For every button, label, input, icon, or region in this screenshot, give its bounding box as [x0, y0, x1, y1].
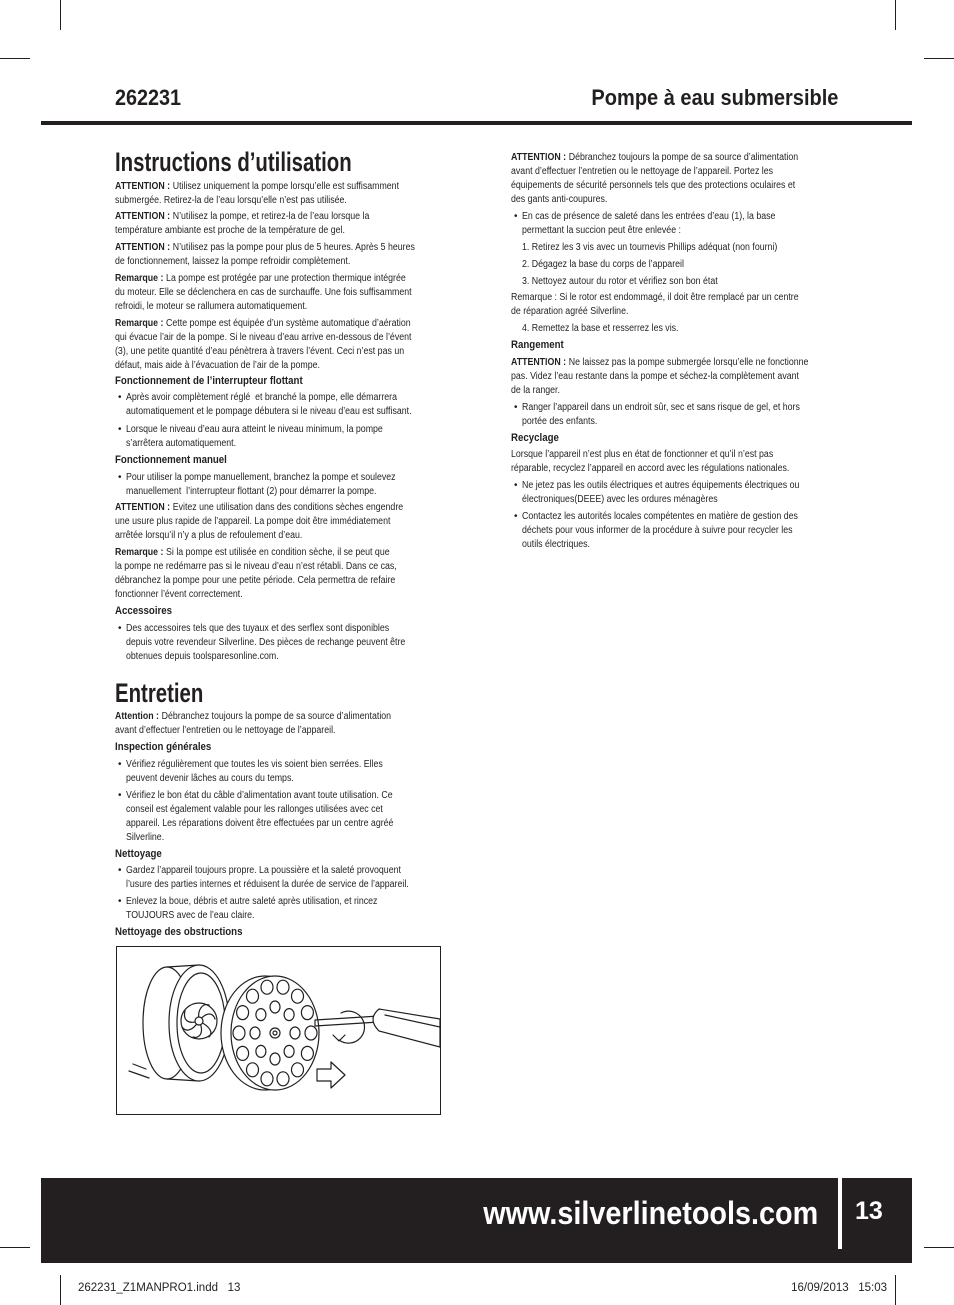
line-text: température ambiante est proche de la température de gel. — [115, 225, 345, 236]
line-text: l’usure des parties internes et réduisent la durée de service de l’appareil. — [126, 879, 409, 890]
text-line — [115, 241, 415, 255]
text-line — [115, 317, 411, 331]
text-line — [115, 546, 390, 560]
line-text: Utilisez uniquement la pompe lorsqu’elle est suffisamment — [172, 181, 400, 192]
line-text: 3. Nettoyez autour du rotor et vérifiez son bon état — [522, 276, 718, 287]
line-text: fonctionner l’évent correctement. — [115, 589, 243, 600]
text-line — [511, 165, 773, 179]
direction-arrow-icon — [317, 1062, 345, 1088]
line-text: permettant la succion peut être enlevée : — [522, 225, 681, 236]
line-text: manuellement l’interrupteur flottant (2) pour démarrer la pompe. — [126, 486, 377, 497]
text-line — [115, 194, 347, 208]
print-file-slug: 262231_Z1MANPRO1.indd 13 — [78, 1282, 241, 1294]
text-line — [522, 510, 798, 524]
text-line — [511, 151, 798, 165]
paragraph — [115, 317, 452, 373]
text-line — [126, 803, 383, 817]
line-text: Si la pompe est utilisée en condition sèche, il se peut que — [166, 547, 390, 558]
text-line — [115, 331, 411, 345]
text-line — [522, 415, 597, 429]
line-text: des gants anti-coupures. — [511, 194, 608, 205]
bullet-item — [118, 789, 430, 845]
bullet-icon: • — [514, 480, 518, 491]
line-text: qui évacue l’air de la pompe. Si le niveau d’eau arrive en-dessous de l’évent — [115, 332, 412, 343]
bullet-icon: • — [118, 790, 122, 801]
text-line — [126, 831, 164, 845]
screwdriver — [315, 1009, 440, 1047]
paragraph — [511, 291, 838, 319]
text-line — [115, 345, 404, 359]
crop-mark — [924, 1247, 954, 1248]
line-text: Lorsque le niveau d’eau aura atteint le niveau minimum, la pompe — [126, 424, 383, 435]
text-line — [126, 405, 412, 419]
text-line — [511, 356, 808, 370]
line-text: s’arrêtera automatiquement. — [126, 438, 237, 449]
model-number: 262231 — [115, 85, 182, 110]
line-text: Ranger l’appareil dans un endroit sûr, sec et sans risque de gel, et hors — [522, 402, 800, 413]
line-text: Des accessoires tels que des tuyaux et des serflex sont disponibles — [126, 623, 390, 634]
bullet-item — [514, 510, 836, 552]
text-line — [126, 391, 397, 405]
text-line — [522, 210, 775, 224]
line-text: submergée. Retirez-la de l’eau lorsqu’elle n’est pas utilisée. — [115, 195, 347, 206]
line-text: 2. Dégagez la base du corps de l’appareil — [522, 259, 684, 270]
text-line — [115, 359, 320, 373]
text-line — [522, 493, 718, 507]
line-text: Lorsque l’appareil n’est plus en état de fonctionner et qu’il n’est pas — [511, 449, 774, 460]
subheading: Fonctionnement de l’interrupteur flottant — [115, 375, 303, 387]
text-line — [126, 864, 401, 878]
step-item — [522, 275, 744, 289]
bullet-item — [118, 622, 443, 664]
subheading: Nettoyage des obstructions — [115, 926, 243, 938]
remark-label: Remarque : — [115, 318, 164, 329]
attention-label: Attention : — [115, 711, 159, 722]
subheading: Accessoires — [115, 605, 173, 617]
text-line — [522, 322, 679, 336]
paragraph — [115, 180, 438, 208]
line-text: outils électriques. — [522, 539, 590, 550]
line-text: En cas de présence de saleté dans les entrées d’eau (1), la base — [522, 211, 776, 222]
line-text: automatiquement et le pompage débutera si le niveau d’eau est suffisant. — [126, 406, 412, 417]
paragraph — [115, 501, 442, 543]
bullet-item — [118, 471, 432, 499]
line-text: une usure plus rapide de l’appareil. La pompe doit être immédiatement — [115, 516, 391, 527]
line-text: obtenues depuis toolsparesonline.com. — [126, 651, 279, 662]
text-line — [126, 758, 383, 772]
bullet-item — [118, 423, 418, 451]
text-line — [126, 485, 376, 499]
line-text: Remarque : Si le rotor est endommagé, il doit être remplacé par un centre — [511, 292, 799, 303]
line-text: La pompe est protégée par une protection thermique intégrée — [166, 273, 406, 284]
bullet-icon: • — [118, 472, 122, 483]
pump-disassembly-illustration — [117, 947, 440, 1114]
paragraph — [115, 710, 429, 738]
attention-label: ATTENTION : — [511, 152, 567, 163]
text-line — [126, 909, 254, 923]
bullet-icon: • — [118, 896, 122, 907]
line-text: Débranchez toujours la pompe de sa source d’alimentation — [568, 152, 799, 163]
subheading: Fonctionnement manuel — [115, 454, 227, 466]
line-text: Silverline. — [126, 832, 165, 843]
paragraph — [511, 151, 837, 207]
bullet-icon: • — [118, 424, 122, 435]
text-line — [115, 255, 350, 269]
line-text: depuis votre revendeur Silverline. Des pièces de rechange peuvent être — [126, 637, 406, 648]
line-text: N’utilisez la pompe, et retirez-la de l’eau lorsque la — [172, 211, 370, 222]
line-text: déchets pour vous informer de la procédure à suivre pour recycler les — [522, 525, 793, 536]
paragraph — [511, 356, 849, 398]
line-text: appareil. Les réparations doivent être effectuées par un centre agréé — [126, 818, 394, 829]
bullet-icon: • — [514, 511, 518, 522]
attention-label: ATTENTION : — [115, 181, 171, 192]
bullet-item — [118, 391, 450, 419]
attention-label: ATTENTION : — [115, 242, 171, 253]
rotation-arrow-icon — [333, 1011, 365, 1043]
line-text: défaut, mais aide à l’évacuation de l’air de la pompe. — [115, 360, 320, 371]
text-line — [511, 305, 628, 319]
page-number: 13 — [855, 1197, 883, 1225]
crop-mark — [60, 0, 61, 30]
text-line — [115, 515, 390, 529]
line-text: avant d’effectuer l’entretien ou le nettoyage de l’appareil. Portez les — [511, 166, 774, 177]
text-line — [115, 224, 345, 238]
bullet-item — [118, 864, 447, 892]
line-text: 1. Retirez les 3 vis avec un tournevis Phillips adéquat (non fourni) — [522, 242, 778, 253]
subheading: Rangement — [511, 339, 564, 351]
text-line — [115, 501, 403, 515]
section-heading: Instructions d’utilisation — [115, 147, 352, 177]
crop-mark — [895, 1275, 896, 1305]
crop-mark — [60, 1275, 61, 1305]
text-line — [522, 479, 799, 493]
text-line — [522, 224, 681, 238]
bullet-item — [118, 758, 418, 786]
line-text: de fonctionnement, laissez la pompe refroidir complètement. — [115, 256, 351, 267]
text-line — [511, 384, 560, 398]
paragraph — [115, 546, 435, 602]
line-text: Débranchez toujours la pompe de sa source d’alimentation — [161, 711, 392, 722]
text-line — [522, 275, 718, 289]
header-rule — [41, 121, 912, 125]
crop-mark — [0, 58, 30, 59]
text-line — [126, 423, 383, 437]
text-line — [126, 772, 294, 786]
attention-label: ATTENTION : — [511, 357, 567, 368]
line-text: débranchez la pompe pour une petite période. Cela permettra de refaire — [115, 575, 396, 586]
bullet-icon: • — [118, 392, 122, 403]
rotor-base — [221, 976, 319, 1090]
text-line — [522, 524, 792, 538]
print-date-slug: 16/09/2013 15:03 — [791, 1282, 887, 1294]
step-item — [522, 322, 700, 336]
line-text: de la ranger. — [511, 385, 560, 396]
attention-label: ATTENTION : — [115, 211, 171, 222]
line-text: Contactez les autorités locales compétentes en matière de gestion des — [522, 511, 798, 522]
text-line — [511, 193, 607, 207]
text-line — [126, 878, 409, 892]
remark-label: Remarque : — [115, 273, 164, 284]
website-url: www.silverlinetools.com — [482, 1195, 818, 1231]
bullet-icon: • — [118, 623, 122, 634]
text-line — [522, 538, 590, 552]
line-text: arrêtée lorsqu’il n’y a plus de refoulement d’eau. — [115, 530, 303, 541]
attention-label: ATTENTION : — [115, 502, 171, 513]
text-line — [126, 636, 405, 650]
bullet-icon: • — [514, 211, 518, 222]
line-text: Enlevez la boue, débris et autre saleté après utilisation, et rincez — [126, 896, 378, 907]
text-line — [126, 471, 396, 485]
paragraph — [115, 210, 404, 238]
text-line — [522, 258, 684, 272]
line-text: équipements de sécurité personnels tels que des protections oculaires et — [511, 180, 796, 191]
line-text: Après avoir complètement réglé et branché la pompe, elle démarrera — [126, 392, 397, 403]
text-line — [126, 437, 236, 451]
crop-mark — [895, 0, 896, 30]
line-text: réparable, recyclez l’appareil en accord avec les régulations nationales. — [511, 463, 790, 474]
text-line — [126, 895, 377, 909]
text-line — [115, 574, 395, 588]
line-text: portée des enfants. — [522, 416, 598, 427]
bullet-item — [514, 210, 810, 238]
text-line — [126, 622, 389, 636]
stand-marks — [129, 1064, 149, 1078]
text-line — [511, 448, 773, 462]
text-line — [115, 272, 406, 286]
bullet-icon: • — [118, 865, 122, 876]
obstruction-cleaning-figure — [116, 946, 441, 1115]
bullet-icon: • — [514, 402, 518, 413]
document-title: Pompe à eau submersible — [590, 85, 838, 110]
text-line — [115, 300, 307, 314]
text-line — [126, 789, 393, 803]
text-line — [522, 241, 777, 255]
crop-mark — [0, 1247, 30, 1248]
line-text: TOUJOURS avec de l’eau claire. — [126, 910, 255, 921]
crop-mark — [924, 58, 954, 59]
bullet-icon: • — [118, 759, 122, 770]
line-text: Pour utiliser la pompe manuellement, branchez la pompe et soulevez — [126, 472, 396, 483]
line-text: (3), une petite quantité d’eau pénètrera à travers l’évent. Ceci n’est pas un — [115, 346, 405, 357]
text-line — [115, 210, 369, 224]
subheading: Nettoyage — [115, 848, 162, 860]
paragraph — [511, 448, 827, 476]
paragraph — [115, 241, 456, 269]
text-line — [511, 179, 795, 193]
text-line — [126, 817, 393, 831]
paragraph — [115, 272, 452, 314]
line-text: Vérifiez le bon état du câble d’alimentation avant toute utilisation. Ce — [126, 790, 393, 801]
bullet-item — [514, 401, 838, 429]
line-text: peuvent devenir lâches au cours du temps. — [126, 773, 294, 784]
pump-housing — [143, 965, 229, 1081]
text-line — [126, 650, 279, 664]
text-line — [511, 291, 799, 305]
line-text: avant d’effectuer l’entretien ou le nettoyage de l’appareil. — [115, 725, 336, 736]
text-line — [115, 560, 397, 574]
line-text: du moteur. Elle se déclenchera en cas de surchauffe. Une fois suffisamment — [115, 287, 412, 298]
text-line — [511, 370, 799, 384]
line-text: Evitez une utilisation dans des conditions sèches engendre — [172, 502, 404, 513]
bullet-item — [514, 479, 837, 507]
text-line — [115, 588, 243, 602]
subheading: Recyclage — [511, 432, 559, 444]
line-text: conseil est également valable pour les rallonges utilisées avec cet — [126, 804, 383, 815]
step-item — [522, 241, 812, 255]
bullet-item — [118, 895, 412, 923]
footer-divider — [838, 1178, 842, 1249]
remark-label: Remarque : — [115, 547, 164, 558]
line-text: Vérifiez régulièrement que toutes les vis soient bien serrées. Elles — [126, 759, 383, 770]
line-text: refroidi, le moteur se rallumera automatiquement. — [115, 301, 308, 312]
text-line — [115, 724, 335, 738]
text-line — [522, 401, 800, 415]
line-text: électroniques(DEEE) avec les ordures ménagères — [522, 494, 718, 505]
line-text: 4. Remettez la base et resserrez les vis. — [522, 323, 679, 334]
text-line — [115, 180, 399, 194]
section-heading: Entretien — [115, 678, 204, 708]
line-text: Ne jetez pas les outils électriques et autres équipements électriques ou — [522, 480, 800, 491]
line-text: la pompe ne redémarre pas si le niveau d’eau n’est rétabli. Dans ce cas, — [115, 561, 397, 572]
line-text: N’utilisez pas la pompe pour plus de 5 heures. Après 5 heures — [172, 242, 415, 253]
text-line — [115, 710, 391, 724]
line-text: de réparation agréé Silverline. — [511, 306, 629, 317]
step-item — [522, 258, 706, 272]
text-line — [115, 529, 302, 543]
line-text: Cette pompe est équipée d’un système automatique d’aération — [166, 318, 411, 329]
text-line — [511, 462, 789, 476]
line-text: Ne laissez pas la pompe submergée lorsqu’elle ne fonctionne — [568, 357, 809, 368]
subheading: Inspection générales — [115, 741, 212, 753]
text-line — [115, 286, 412, 300]
line-text: pas. Videz l’eau restante dans la pompe et séchez-la complètement avant — [511, 371, 799, 382]
line-text: Gardez l’appareil toujours propre. La poussière et la saleté provoquent — [126, 865, 401, 876]
